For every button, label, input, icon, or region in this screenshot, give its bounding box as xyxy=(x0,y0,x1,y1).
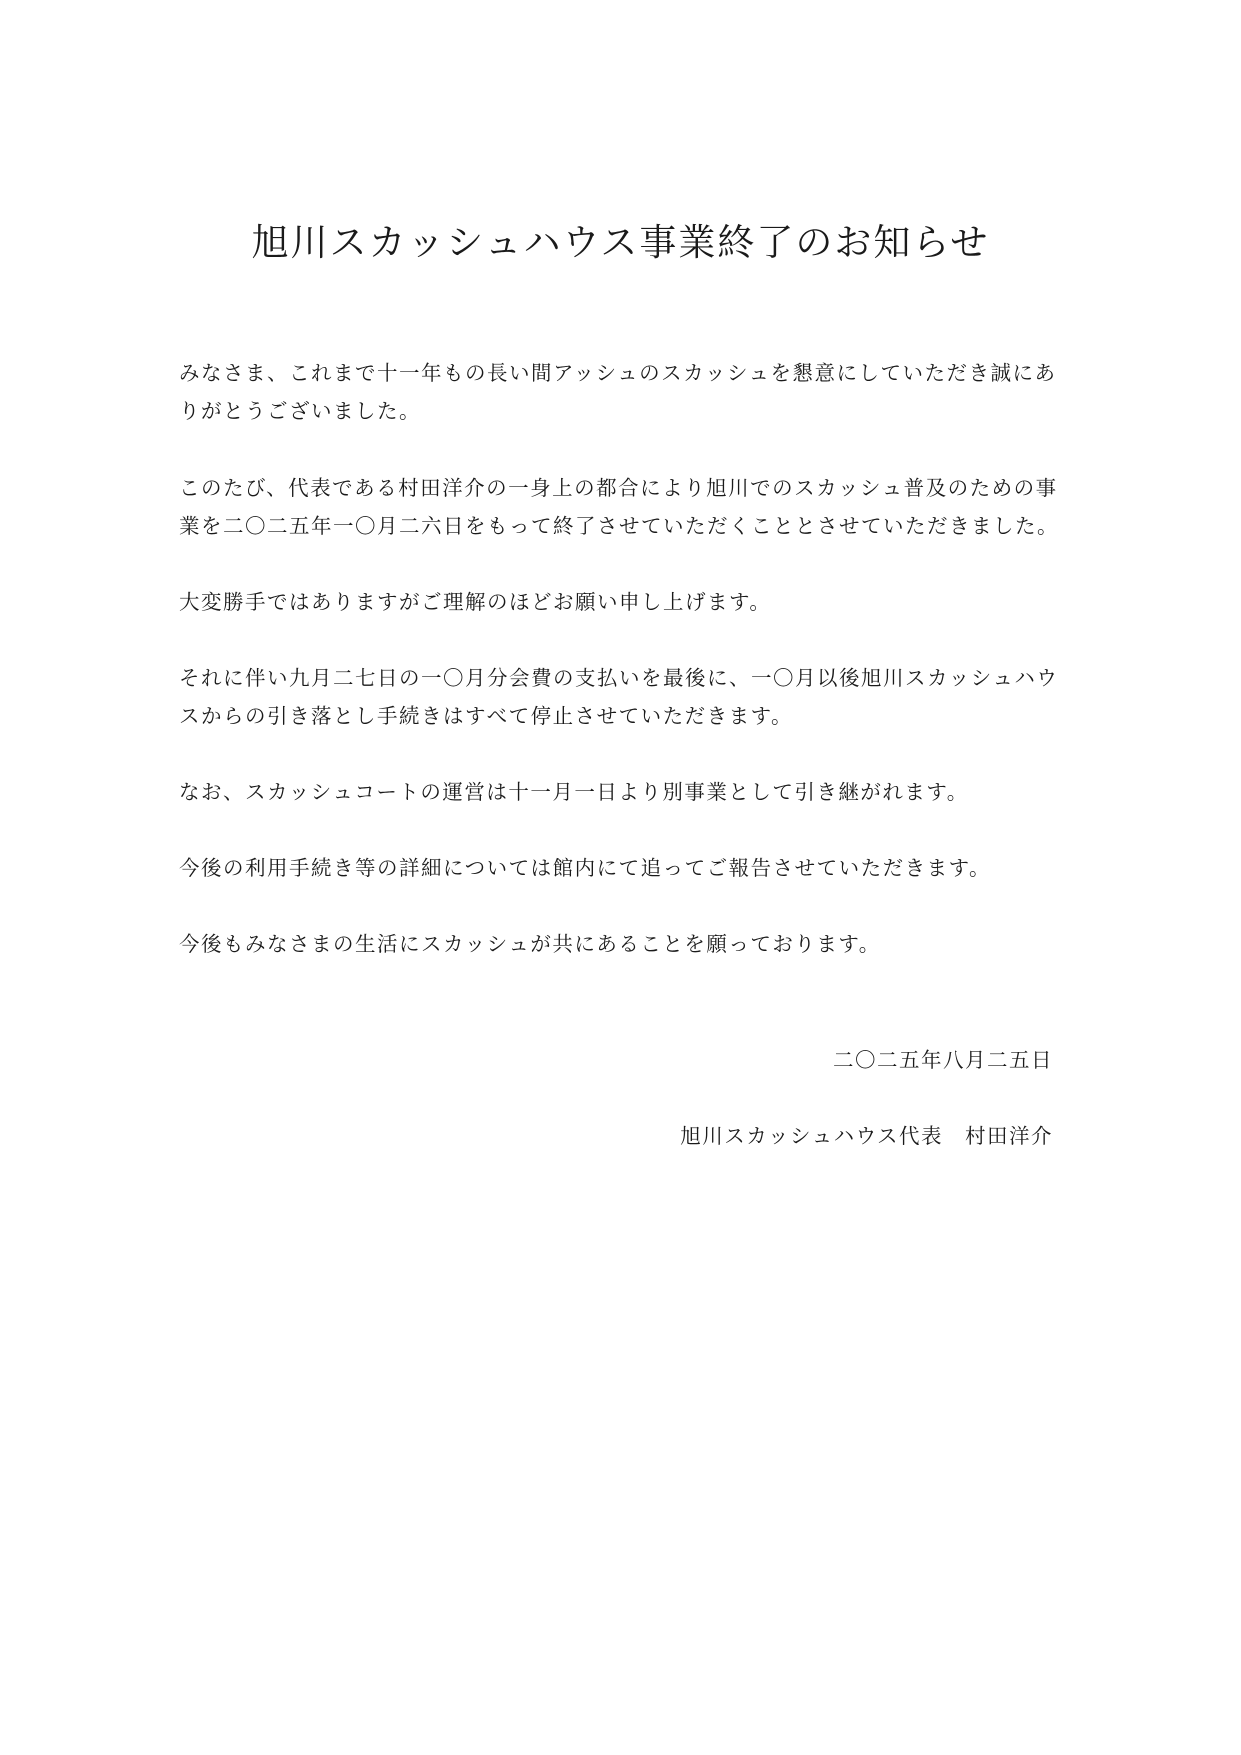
notice-date: 二〇二五年八月二五日 xyxy=(833,1048,1053,1072)
paragraph-payment xyxy=(179,659,1079,735)
paragraph-procedures xyxy=(179,849,1079,887)
signature: 旭川スカッシュハウス代表 村田洋介 xyxy=(680,1124,1053,1148)
paragraph-court-operation xyxy=(179,773,1079,811)
paragraph-thanks xyxy=(179,354,1079,430)
paragraph-line: なお、スカッシュコートの運営は十一月一日より別事業として引き継がれます。 xyxy=(179,780,969,804)
paragraph-line: このたび、代表である村田洋介の一身上の都合により旭川でのスカッシュ普及のための事 xyxy=(179,476,1058,500)
paragraph-line: 今後の利用手続き等の詳細については館内にて追ってご報告させていただきます。 xyxy=(179,856,991,880)
paragraph-line: みなさま、これまで十一年もの長い間アッシュのスカッシュを懇意にしていただき誠にあ xyxy=(179,361,1057,385)
document-title: 旭川スカッシュハウス事業終了のお知らせ xyxy=(251,221,990,264)
paragraph-line: 業を二〇二五年一〇月二六日をもって終了させていただくこととさせていただきました。 xyxy=(179,514,1059,538)
paragraph-apology xyxy=(179,583,1079,621)
paragraph-line: 今後もみなさまの生活にスカッシュが共にあることを願っております。 xyxy=(179,932,881,956)
paragraph-line: スからの引き落とし手続きはすべて停止させていただきます。 xyxy=(179,704,793,728)
paragraph-line: りがとうございました。 xyxy=(179,399,421,423)
paragraph-termination xyxy=(179,469,1079,545)
paragraph-closing xyxy=(179,925,1079,963)
paragraph-line: 大変勝手ではありますがご理解のほどお願い申し上げます。 xyxy=(179,590,772,614)
paragraph-line: それに伴い九月二七日の一〇月分会費の支払いを最後に、一〇月以後旭川スカッシュハウ xyxy=(179,666,1059,690)
